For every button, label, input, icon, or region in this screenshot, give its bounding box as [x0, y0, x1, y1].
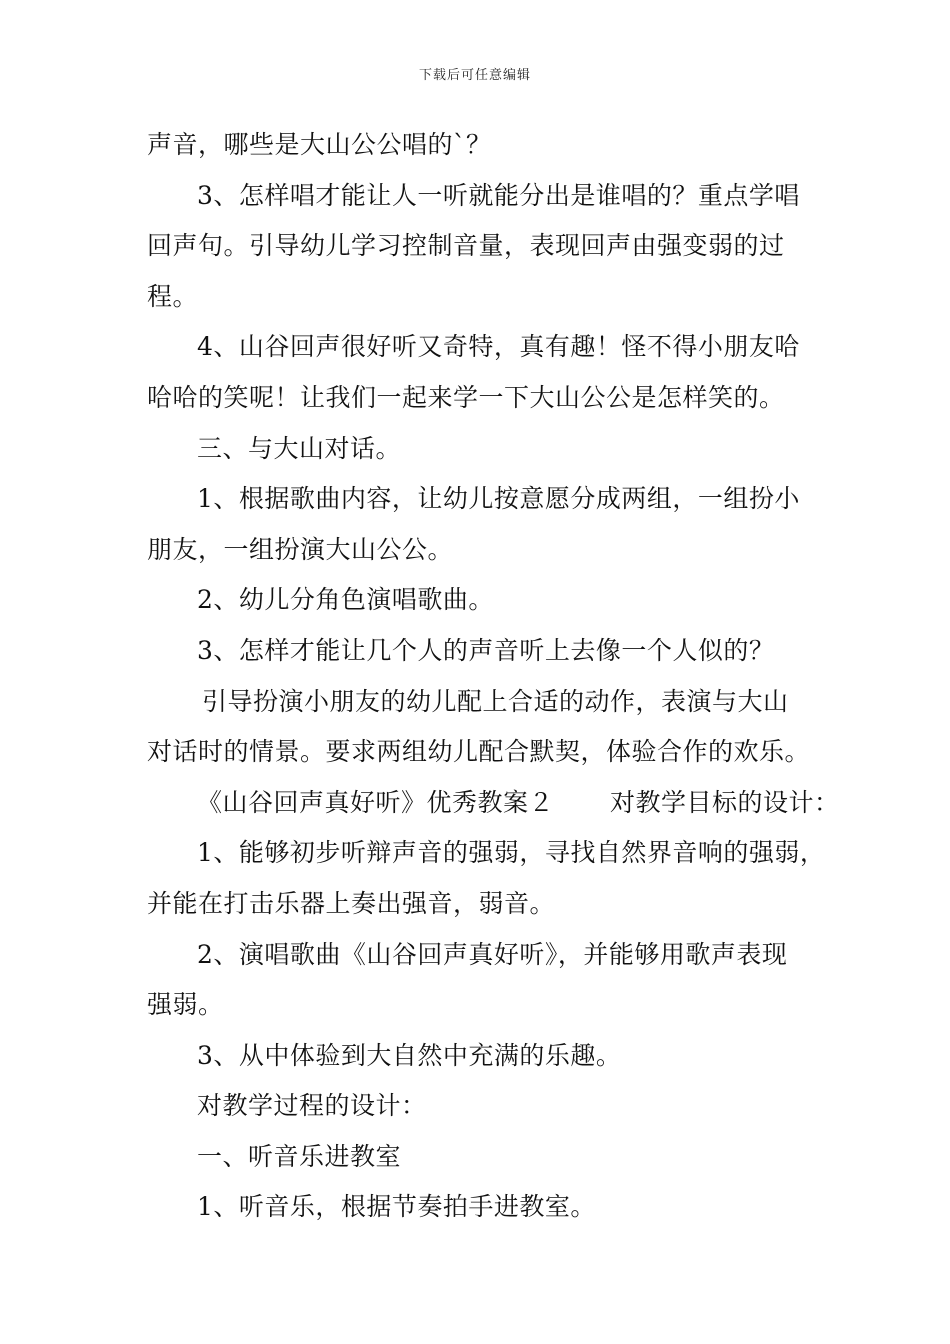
paragraph-line: 1、听音乐，根据节奏拍手进教室。 — [197, 1192, 596, 1222]
paragraph-line: 3、从中体验到大自然中充满的乐趣。 — [197, 1040, 622, 1070]
paragraph-line: 声音，哪些是大山公公唱的`？ — [147, 130, 492, 159]
paragraph-line: 3、怎样才能让几个人的声音听上去像一个人似的？ — [197, 635, 775, 665]
section-heading: 三、与大山对话。 — [197, 433, 402, 463]
goal-design-heading: 对教学目标的设计： — [610, 787, 840, 817]
paragraph-line: 强弱。 — [147, 990, 224, 1020]
paragraph-line: 引导扮演小朋友的幼儿配上合适的动作，表演与大山 — [202, 686, 789, 716]
paragraph-line: 3、怎样唱才能让人一听就能分出是谁唱的？重点学唱 — [197, 180, 800, 210]
paragraph-line: 2、演唱歌曲《山谷回声真好听》，并能够用歌声表现 — [197, 939, 788, 969]
paragraph-line: 4、山谷回声很好听又奇特，真有趣！怪不得小朋友哈 — [197, 332, 800, 362]
paragraph-line: 2、幼儿分角色演唱歌曲。 — [197, 585, 494, 615]
lesson-title-line — [147, 778, 840, 829]
paragraph-line: 1、根据歌曲内容，让幼儿按意愿分成两组，一组扮小 — [197, 484, 800, 514]
paragraph-line: 哈哈的笑呢！让我们一起来学一下大山公公是怎样笑的。 — [147, 382, 785, 412]
paragraph-line: 回声句。引导幼儿学习控制音量，表现回声由强变弱的过 — [147, 231, 785, 261]
page-header-note: 下载后可任意编辑 — [418, 68, 531, 83]
paragraph-line: 对话时的情景。要求两组幼儿配合默契，体验合作的欢乐。 — [147, 737, 811, 767]
paragraph-line: 1、能够初步听辩声音的强弱，寻找自然界音响的强弱， — [197, 838, 826, 868]
lesson-title: 《山谷回声真好听》优秀教案２ — [197, 787, 555, 817]
section-heading: 一、听音乐进教室 — [197, 1141, 402, 1171]
paragraph-line: 并能在打击乐器上奏出强音，弱音。 — [147, 888, 556, 918]
paragraph-line: 朋友，一组扮演大山公公。 — [147, 534, 454, 564]
process-design-heading: 对教学过程的设计： — [197, 1091, 427, 1121]
paragraph-line: 程。 — [147, 281, 199, 311]
document-body — [147, 120, 840, 1233]
